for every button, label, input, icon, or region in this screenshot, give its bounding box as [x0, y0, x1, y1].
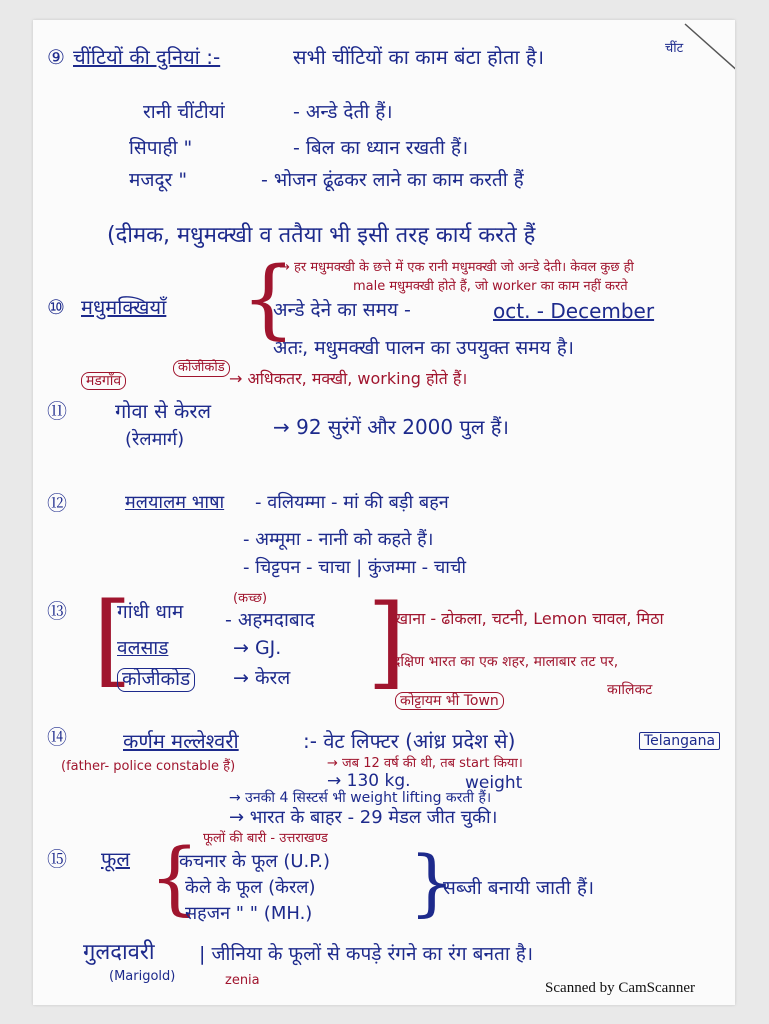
s15-result: सब्जी बनायी जाती हैं।	[443, 877, 595, 899]
s9-row-who: मजदूर "	[129, 169, 188, 191]
s15-zenia: zenia	[225, 973, 260, 988]
s13-number: ⑬	[47, 599, 67, 623]
s15-top-note: फूलों की बारी - उत्तराखण्ड	[203, 831, 328, 846]
s10-tag-madgaon: मडगाँव	[81, 372, 126, 390]
s13-row3-place: कोजीकोड	[117, 668, 195, 692]
s13-south-note: दक्षिण भारत का एक शहर, मालाबार तट पर,	[393, 654, 619, 670]
s9-row-who: रानी चींटीयां	[143, 101, 225, 123]
s15-left-brace: {	[149, 831, 200, 924]
s14-fact-2: → 130 kg.	[327, 771, 411, 791]
s15-row: कचनार के फूल (U.P.)	[179, 851, 331, 872]
s14-name: कर्णम मल्लेश्वरी	[123, 729, 239, 753]
s10-conclusion: अतः, मधुमक्खी पालन का उपयुक्त समय है।	[273, 337, 574, 359]
s12-row: - वलियम्मा - मां की बड़ी बहन	[255, 492, 449, 513]
s11-subtitle: (रेलमार्ग)	[125, 429, 185, 450]
s11-number: ⑪	[47, 399, 67, 423]
s9-row-what: - बिल का ध्यान रखती हैं।	[293, 137, 469, 159]
s10-note-line1: → हर मधुमक्खी के छत्ते में एक रानी मधुमक्खी जो अन्डे देती। केवल कुछ ही	[279, 260, 634, 275]
s12-number: ⑫	[47, 491, 67, 515]
s10-worker-note: → अधिकतर, मक्खी, working होते हैं।	[229, 369, 468, 388]
s13-kottayam: कोट्टायम भी Town	[395, 692, 504, 710]
s12-row: - चिट्टपन - चाचा | कुंजम्मा - चाची	[243, 557, 467, 578]
s15-marigold: (Marigold)	[109, 969, 176, 984]
s10-number: ⑩	[47, 295, 65, 319]
s15-row: सहजन " " (MH.)	[185, 903, 313, 924]
s13-row1-city: - अहमदाबाद	[225, 609, 315, 631]
s9-row-what: - भोजन ढूंढकर लाने का काम करती हैं	[261, 169, 524, 191]
s13-row1-place: गांधी धाम	[117, 601, 184, 623]
s15-guldavari: गुलदावरी	[83, 940, 155, 965]
s10-brace: {	[241, 249, 296, 349]
s13-row1-tag: (कच्छ)	[233, 591, 268, 606]
s15-jinia-line: | जीनिया के फूलों से कपड़े रंगने का रंग बनता है।	[199, 943, 534, 965]
s9-row-who: सिपाही "	[129, 137, 193, 159]
s13-calicut: कालिकट	[607, 682, 653, 698]
s14-fact-1: → जब 12 वर्ष की थी, तब start किया।	[327, 756, 523, 771]
s11-fact: → 92 सुरंगें और 2000 पुल हैं।	[273, 415, 509, 439]
s12-title: मलयालम भाषा	[125, 492, 225, 513]
s14-fact-4: → भारत के बाहर - 29 मेडल जीत चुकी।	[229, 807, 498, 828]
s14-state: Telangana	[639, 732, 720, 750]
s13-left-brace: [	[93, 581, 133, 698]
notebook-page	[33, 20, 735, 1005]
s11-route: गोवा से केरल	[115, 399, 212, 423]
s13-row3-state: → केरल	[233, 667, 291, 689]
s13-food-note: खाना - ढोकला, चटनी, Lemon चावल, मिठा	[395, 609, 664, 628]
s14-father-note: (father- police constable हैं)	[61, 759, 236, 774]
scanner-watermark: Scanned by CamScanner	[545, 980, 695, 996]
s12-row: - अम्मूमा - नानी को कहते हैं।	[243, 529, 434, 550]
s9-intro: सभी चींटियों का काम बंटा होता है।	[293, 45, 545, 69]
s14-weight-word: weight	[465, 773, 523, 793]
s9-title: चींटियों की दुनियां :-	[73, 45, 221, 69]
s10-title: मधुमक्खियाँ	[81, 295, 167, 319]
page-fold-mark	[681, 20, 735, 80]
s14-number: ⑭	[47, 725, 67, 749]
s13-row2-place: वलसाड	[117, 637, 169, 659]
s10-tag-kozhikode: कोजीकोड	[173, 360, 230, 377]
s15-row: केले के फूल (केरल)	[185, 877, 316, 898]
s15-title: फूल	[101, 847, 130, 871]
s10-egg-period: oct. - December	[493, 299, 655, 323]
s15-number: ⑮	[47, 847, 67, 871]
s9-note: (दीमक, मधुमक्खी व ततैया भी इसी तरह कार्य करते हैं	[107, 223, 536, 248]
s15-right-brace: }	[409, 840, 455, 924]
s10-egg-label: अन्डे देने का समय -	[273, 299, 411, 321]
s13-row2-state: → GJ.	[233, 637, 282, 659]
s10-note-line2: male मधुमक्खी होते हैं, जो worker का काम नहीं करते	[353, 279, 628, 294]
s13-right-brace: ]	[367, 583, 407, 700]
s9-row-what: - अन्डे देती हैं।	[293, 101, 393, 123]
s14-fact-3: → उनकी 4 सिस्टर्स भी weight lifting करती हैं।	[229, 790, 492, 806]
s9-corner-note: चींट	[665, 41, 684, 56]
s14-description: :- वेट लिफ्टर (आंध्र प्रदेश से)	[303, 729, 516, 753]
s9-number: ⑨	[47, 45, 65, 69]
